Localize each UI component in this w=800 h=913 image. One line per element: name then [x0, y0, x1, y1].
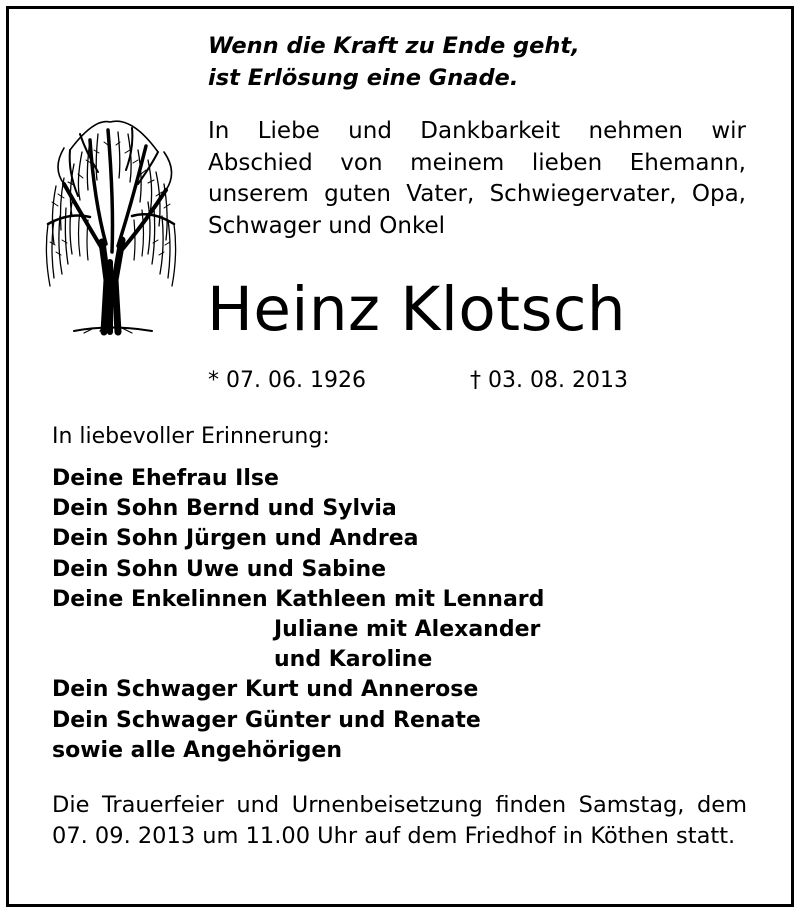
- mourner-line: Dein Schwager Kurt und Annerose: [52, 677, 479, 703]
- weeping-tree-icon: [34, 112, 186, 336]
- motto: [208, 30, 580, 94]
- mourner-line: Dein Sohn Jürgen und Andrea: [52, 526, 419, 552]
- motto-line-1: Wenn die Kraft zu Ende geht,: [208, 33, 580, 59]
- death-date: † 03. 08. 2013: [470, 368, 628, 393]
- intro-text: In Liebe und Dankbarkeit nehmen wir Abschied von meinem lieben Ehemann, unserem guten Vater, Schwiegervater, Opa, Schwager und Onkel: [208, 118, 746, 239]
- deceased-name: Heinz Klotsch: [207, 274, 627, 345]
- mourner-line: Dein Sohn Bernd und Sylvia: [52, 496, 397, 522]
- mourner-line: Juliane mit Alexander: [274, 617, 541, 643]
- mourner-line: Dein Sohn Uwe und Sabine: [52, 556, 387, 582]
- mourner-line: sowie alle Angehörigen: [52, 737, 343, 763]
- mourner-line: und Karoline: [274, 647, 433, 673]
- memory-label: In liebevoller Erinnerung:: [52, 424, 330, 449]
- mourners-list: [52, 464, 544, 766]
- mourner-line: Deine Enkelinnen Kathleen mit Lennard: [52, 586, 545, 612]
- mourner-line: Deine Ehefrau Ilse: [52, 466, 279, 491]
- birth-date: * 07. 06. 1926: [208, 368, 366, 393]
- motto-line-2: ist Erlösung eine Gnade.: [208, 65, 519, 91]
- mourner-line: Dein Schwager Günter und Renate: [52, 707, 481, 733]
- funeral-notice: Die Trauerfeier und Urnenbeisetzung finden Samstag, dem 07. 09. 2013 um 11.00 Uhr auf dem Friedhof in Köthen statt.: [52, 792, 747, 849]
